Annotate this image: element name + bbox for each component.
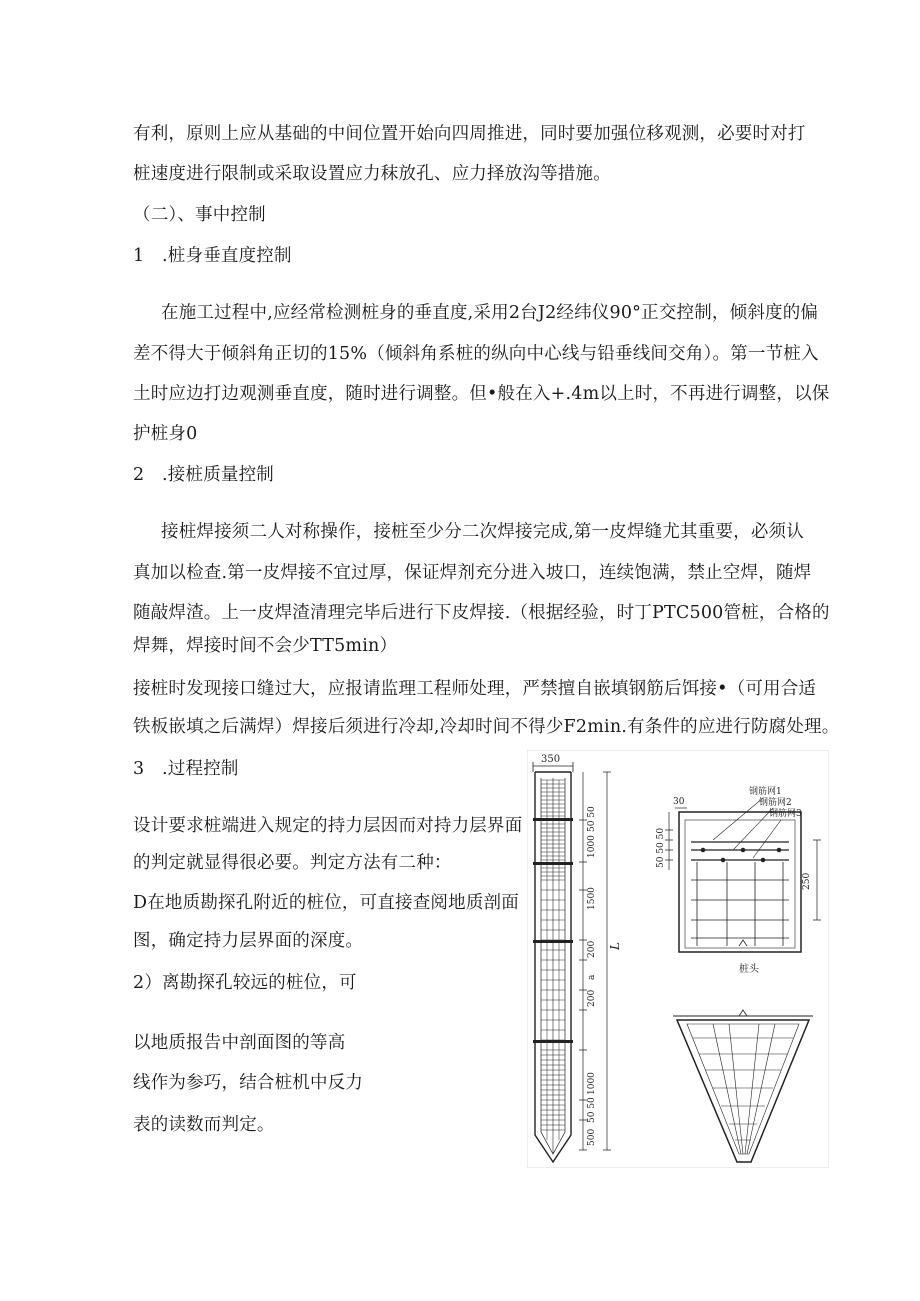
subsection-heading: 2 .接桩质量控制 <box>133 465 274 485</box>
paragraph-line: 设计要求桩端进入规定的持力层因而对持力层界面 <box>133 816 523 836</box>
section-heading: （二）、事中控制 <box>133 205 266 225</box>
paragraph-line: 以地质报告中剖面图的等高 <box>133 1033 346 1053</box>
dim-label: 1000 <box>587 835 597 858</box>
paragraph-line: 在施工过程中,应经常检测桩身的垂直度,采用2台J2经纬仪90°正交控制，倾斜度的偏 <box>161 303 819 323</box>
dim-label: 50 50 <box>587 1097 597 1123</box>
paragraph-line: 有利，原则上应从基础的中间位置开始向四周推进，同时要加强位移观测，必要时对打 <box>133 124 806 144</box>
mesh-label-1: 钢筋网1 <box>749 787 782 797</box>
paragraph-line: D在地质勘探孔附近的桩位，可直接查阅地质剖面 <box>133 893 519 913</box>
dim-label: 1000 <box>587 1072 597 1095</box>
subsection-heading: 3 .过程控制 <box>133 759 239 779</box>
dim-label: a <box>587 974 597 980</box>
dim-label: 500 <box>587 1128 597 1146</box>
dim-label: 200 <box>587 989 597 1007</box>
dim-label: 1500 <box>587 887 597 910</box>
paragraph-line: 2）离勘探孔较远的桩位，可 <box>133 973 357 993</box>
dim-head-label: 250 <box>802 872 812 890</box>
paragraph-line: 接桩焊接须二人对称操作，接桩至少分二次焊接完成,第一皮焊缝尤其重要，必须认 <box>161 522 804 542</box>
paragraph-line: 接桩时发现接口缝过大，应报请监理工程师处理，严禁擅自嵌填钢筋后饵接•（可用合适 <box>133 679 817 699</box>
paragraph-line: 真加以检查.第一皮焊接不宜过厚，保证焊剂充分进入坡口，连续饱满，禁止空焊，随焊 <box>133 563 812 583</box>
length-label: L <box>608 942 622 950</box>
paragraph-line: 图，确定持力层界面的深度。 <box>133 931 364 951</box>
paragraph-line: 土时应边打边观测垂直度，随时进行调整。但•般在入+.4m以上时，不再进行调整，以保 <box>133 384 830 404</box>
paragraph-line: 的判定就显得很必要。判定方法有二种： <box>133 853 452 873</box>
paragraph-line: 铁板嵌填之后满焊）焊接后须进行冷却,冷却时间不得少F2min.有条件的应进行防腐处理。 <box>133 717 840 737</box>
pile-reinforcement-figure <box>527 750 829 1168</box>
mesh-label-3: 钢筋网3 <box>769 809 802 819</box>
paragraph-line: 表的读数而判定。 <box>133 1115 275 1135</box>
paragraph-line: 差不得大于倾斜角正切的15%（倾斜角系桩的纵向中心线与铅垂线间交角）。第一节桩入 <box>133 344 819 364</box>
dim-head-label: 50 50 50 <box>656 827 666 868</box>
paragraph-line: 线作为参巧，结合桩机中反力 <box>133 1073 364 1093</box>
dim-label: 50 50 <box>587 806 597 832</box>
mesh-label-2: 钢筋网2 <box>759 798 792 808</box>
paragraph-line: 焊舞，焊接时间不会少TT5min） <box>133 636 398 656</box>
subsection-heading: 1 .桩身垂直度控制 <box>133 246 292 266</box>
width-dim-label: 350 <box>541 754 561 765</box>
dim-label: 200 <box>587 940 597 958</box>
paragraph-line: 随敲焊渣。上一皮焊渣清理完毕后进行下皮焊接.（根据经验，时丁PTC500管桩，合格的 <box>133 603 830 623</box>
paragraph-line: 桩速度进行限制或采取设置应力秣放孔、应力择放沟等措施。 <box>133 164 611 184</box>
paragraph-line: 护桩身0 <box>133 424 198 444</box>
pile-dim-labels <box>587 806 597 1146</box>
dim-30-label: 30 <box>673 797 685 807</box>
figure-caption: 桩头 <box>739 964 759 975</box>
